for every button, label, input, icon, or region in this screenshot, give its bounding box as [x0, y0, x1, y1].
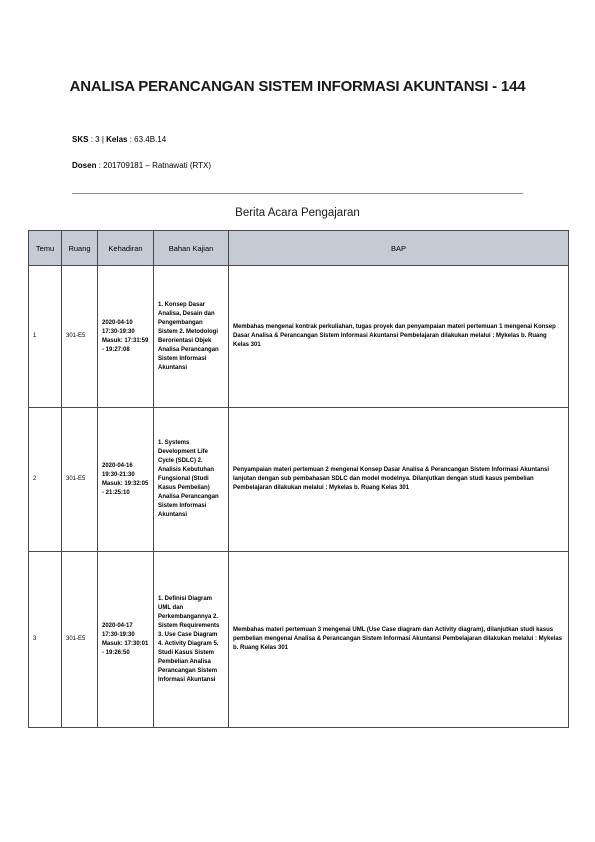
table-row	[29, 266, 569, 408]
cell-bap: Membahas materi pertemuan 3 mengenai UML (Use Case diagram dan Activity diagram), dilanjutkan studi kasus pembelian mengenai Analisa & Perancangan Sistem Informasi Akuntansi Pembelajaran dilakukan melalui : Mykelas b. Ruang Kelas 301	[229, 552, 569, 728]
header-bap: BAP	[229, 231, 569, 266]
lecturer-info	[72, 161, 211, 171]
cell-bahan-kajian: 1. Definisi Diagram UML dan Perkembangannya 2. Sistem Requirements 3. Use Case Diagram 4. Activity Diagram 5. Studi Kasus Sistem Pembelian Analisa Perancangan Sistem Informasi Akuntansi	[154, 552, 229, 728]
sks-label: SKS	[72, 135, 89, 144]
cell-bap: Membahas mengenai kontrak perkuliahan, tugas proyek dan penyampaian materi pertemuan 1 mengenai Konsep Dasar Analisa & Perancangan Sistem Informasi Akuntansi Pembelajaran dilakukan melalui : Mykelas b. Ruang Kelas 301	[229, 266, 569, 408]
table-row	[29, 552, 569, 728]
header-bahan-kajian: Bahan Kajian	[154, 231, 229, 266]
header-temu: Temu	[29, 231, 62, 266]
table-row	[29, 408, 569, 552]
cell-kehadiran: 2020-04-16 19:30-21:30 Masuk: 19:32:05 - 21:25:10	[98, 408, 154, 552]
course-info	[72, 135, 166, 145]
header-ruang: Ruang	[62, 231, 98, 266]
bap-table	[28, 230, 569, 728]
header-kehadiran: Kehadiran	[98, 231, 154, 266]
cell-bahan-kajian: 1. Konsep Dasar Analisa, Desain dan Pengembangan Sistem 2. Metodologi Berorientasi Objek Analisa Perancangan Sistem Informasi Akuntansi	[154, 266, 229, 408]
cell-bap: Penyampaian materi pertemuan 2 mengenai Konsep Dasar Analisa & Perancangan Sistem Informasi Akuntansi lanjutan dengan sub pembahasan SDLC dan model modelnya. Dilanjutkan dengan studi kasus pembelian Pembelajaran dilakukan melalui : Mykelas b. Ruang Kelas 301	[229, 408, 569, 552]
cell-temu: 3	[29, 552, 62, 728]
document-title: ANALISA PERANCANGAN SISTEM INFORMASI AKUNTANSI - 144	[69, 78, 526, 95]
kelas-value: : 63.4B.14	[129, 135, 167, 144]
cell-bahan-kajian: 1. Systems Development Life Cycle (SDLC) 2. Analisis Kebutuhan Fungsional (Studi Kasus Pembelian) Analisa Perancangan Sistem Informasi Akuntansi	[154, 408, 229, 552]
cell-ruang: 301-E5	[62, 266, 98, 408]
cell-kehadiran: 2020-04-17 17:30-19:30 Masuk: 17:30:01 - 19:26:50	[98, 552, 154, 728]
section-title: Berita Acara Pengajaran	[235, 207, 360, 219]
kelas-label: Kelas	[106, 135, 128, 144]
dosen-label: Dosen	[72, 161, 97, 170]
dosen-value: : 201709181 – Ratnawati (RTX)	[98, 161, 212, 170]
cell-temu: 2	[29, 408, 62, 552]
cell-ruang: 301-E5	[62, 552, 98, 728]
cell-ruang: 301-E5	[62, 408, 98, 552]
table-header-row	[29, 231, 569, 266]
cell-kehadiran: 2020-04-10 17:30-19:30 Masuk: 17:31:59 - 19:27:08	[98, 266, 154, 408]
divider	[72, 193, 523, 194]
sks-value: : 3	[90, 135, 100, 144]
cell-temu: 1	[29, 266, 62, 408]
info-separator: |	[101, 135, 104, 144]
